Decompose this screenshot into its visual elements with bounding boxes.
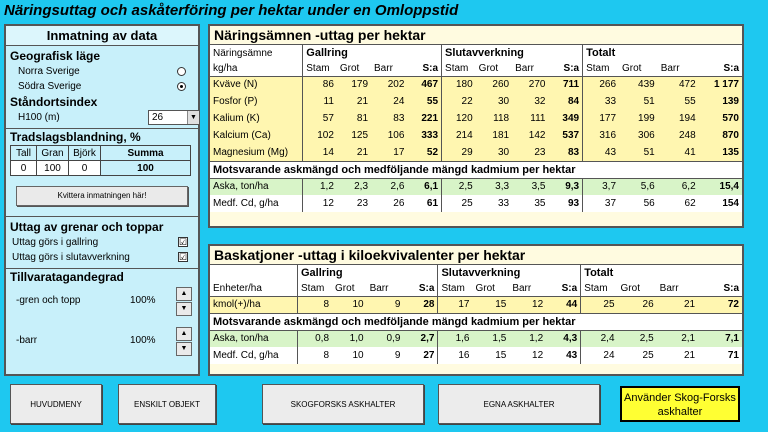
geo-option-norra[interactable] [6,64,198,79]
naringsamne-cell: 11 [303,93,337,110]
p1-sub: Grot [476,61,512,76]
geo-option-sodra[interactable] [6,79,198,94]
p2-cd-cell: 24 [581,347,618,364]
p1-h-totalt: Totalt [583,45,742,61]
naringsamne-label: Kalcium (Ca) [210,127,303,144]
skogforsks-askhalter-button[interactable]: SKOGFORSKS ASKHALTER [262,384,424,424]
naringsamne-cell: 41 [658,144,699,161]
p1-h-unit: kg/ha [210,61,303,76]
radio-norra[interactable] [177,67,186,76]
p2-aska-cell: 0,8 [298,330,333,347]
naringsamne-cell: 118 [476,110,512,127]
p2-sect-title: Motsvarande askmängd och medföljande mängd kadmium per hektar [210,313,742,330]
naringsamne-cell: 316 [583,127,619,144]
p2-aska-cell: 2,7 [403,330,438,347]
si-value: 26 [152,112,164,123]
tsb-title: Tradslagsblandning, % [10,130,141,144]
p1-h-slut: Slutavverkning [442,45,583,61]
naringsamne-row [210,144,742,161]
p2-aska-cell: 2,1 [657,330,698,347]
geo-title: Geografisk läge [10,49,101,63]
p2-sub: Stam [298,281,333,296]
p1-cd-cell: 61 [407,195,441,212]
p1-cd-cell: 12 [303,195,337,212]
naringsamne-row [210,127,742,144]
egna-askhalter-button[interactable]: EGNA ASKHALTER [438,384,600,424]
p1-cd-cell: 35 [512,195,548,212]
naringsamne-cell: 306 [619,127,658,144]
naringsamne-cell: 17 [371,144,407,161]
p2-sub: Grot [472,281,509,296]
p1-sub: Barr [658,61,699,76]
tvg-barr-value: 100% [130,335,156,346]
geo-option-norra-label: Norra Sverige [18,66,80,77]
p2-h-totalt: Totalt [581,265,742,281]
p2-aska-label: Aska, ton/ha [210,330,298,347]
naringsamne-label: Fosfor (P) [210,93,303,110]
p2-cd-cell: 9 [367,347,404,364]
tvg-gren-up-icon[interactable]: ▲ [176,287,192,301]
p1-cd-cell: 33 [476,195,512,212]
naringsamne-cell: 333 [407,127,441,144]
p2-sub: Barr [367,281,404,296]
p1-aska-cell: 2,5 [442,178,476,195]
naringsamne-cell: 57 [303,110,337,127]
p2-aska-cell: 1,2 [509,330,546,347]
p1-aska-cell: 6,2 [658,178,699,195]
p1-aska-label: Aska, ton/ha [210,178,303,195]
p2-cd-cell: 21 [657,347,698,364]
p2-kmol-cell: 28 [403,296,438,313]
p2-kmol-cell: 26 [618,296,657,313]
p1-sub: S:a [548,61,582,76]
naringsamne-cell: 221 [407,110,441,127]
p2-cd-cell: 43 [546,347,581,364]
tvg-barr-down-icon[interactable]: ▼ [176,342,192,356]
naringsamne-cell: 23 [512,144,548,161]
baskatjoner-table [210,265,742,364]
naringsamne-cell: 202 [371,76,407,93]
p2-sub: Grot [332,281,367,296]
tvg-gren-value: 100% [130,295,156,306]
p2-h-gallring: Gallring [298,265,438,281]
tvg-title: Tillvaratagandegrad [10,270,124,284]
naringsamne-cell: 83 [371,110,407,127]
p2-sub: Stam [581,281,618,296]
p2-kmol-cell: 15 [472,296,509,313]
p1-aska-cell: 3,5 [512,178,548,195]
p1-cd-cell: 23 [337,195,371,212]
naringsamne-cell: 180 [442,76,476,93]
p2-aska-cell: 2,4 [581,330,618,347]
naringsamne-cell: 1 177 [699,76,742,93]
naringsamne-cell: 439 [619,76,658,93]
p1-sub: S:a [699,61,742,76]
naringsamne-cell: 21 [337,144,371,161]
p2-cd-cell: 15 [472,347,509,364]
tsb-input-tall[interactable]: 0 [11,161,37,176]
p1-aska-cell: 2,3 [337,178,371,195]
naringsamne-label: Magnesium (Mg) [210,144,303,161]
naringsamne-cell: 84 [548,93,582,110]
naringsamne-row [210,76,742,93]
p1-sub: Stam [583,61,619,76]
naringsamne-label: Kalium (K) [210,110,303,127]
naringsamne-cell: 32 [512,93,548,110]
p1-cd-cell: 26 [371,195,407,212]
kvittera-button[interactable]: Kvittera inmatningen här! [16,186,188,206]
naringsamne-cell: 570 [699,110,742,127]
p1-cd-cell: 37 [583,195,619,212]
naringsamne-cell: 43 [583,144,619,161]
input-panel [4,24,200,376]
input-panel-header: Inmatning av data [6,26,198,46]
naringsamne-cell: 81 [337,110,371,127]
tvg-gren-down-icon[interactable]: ▼ [176,302,192,316]
naringsamnen-panel [208,24,744,228]
naringsamne-cell: 139 [699,93,742,110]
p2-cd-cell: 16 [438,347,473,364]
p1-aska-cell: 3,3 [476,178,512,195]
p1-aska-cell: 9,3 [548,178,582,195]
p2-kmol-label: kmol(+)/ha [210,296,298,313]
si-select[interactable] [148,110,200,125]
p2-cd-cell: 27 [403,347,438,364]
p1-h-amne: Näringsämne [210,45,303,61]
p2-cd-cell: 25 [618,347,657,364]
naringsamne-cell: 214 [442,127,476,144]
tsb-h-tall: Tall [11,146,37,161]
p2-kmol-cell: 10 [332,296,367,313]
naringsamne-cell: 194 [658,110,699,127]
p2-cd-cell: 12 [509,347,546,364]
p1-cd-label: Medf. Cd, g/ha [210,195,303,212]
naringsamne-cell: 33 [583,93,619,110]
naringsamne-cell: 55 [407,93,441,110]
p1-sub: Stam [442,61,476,76]
p2-kmol-cell: 21 [657,296,698,313]
p1-cd-cell: 62 [658,195,699,212]
p2-sub: Grot [618,281,657,296]
naringsamne-cell: 30 [476,93,512,110]
p1-sub: Grot [337,61,371,76]
tsb-input-gran[interactable]: 100 [37,161,69,176]
p1-sub: Barr [512,61,548,76]
naringsamne-cell: 21 [337,93,371,110]
p2-sub: Stam [438,281,473,296]
naringsamne-row [210,110,742,127]
enskilt-objekt-button[interactable]: ENSKILT OBJEKT [118,384,216,424]
naringsamne-cell: 22 [442,93,476,110]
naringsamne-cell: 125 [337,127,371,144]
naringsamne-cell: 52 [407,144,441,161]
p2-aska-cell: 7,1 [698,330,742,347]
naringsamne-cell: 55 [658,93,699,110]
naringsamne-cell: 111 [512,110,548,127]
p2-aska-cell: 4,3 [546,330,581,347]
p1-sub: Stam [303,61,337,76]
p2-kmol-cell: 17 [438,296,473,313]
p1-aska-cell: 3,7 [583,178,619,195]
p1-aska-cell: 5,6 [619,178,658,195]
tsb-table [10,145,191,176]
naringsamne-cell: 870 [699,127,742,144]
tsb-h-summa: Summa [101,146,191,161]
si-label: H100 (m) [18,112,60,123]
uttag-title: Uttag av grenar och toppar [10,220,164,234]
p2-sub: Barr [657,281,698,296]
naringsamne-label: Kväve (N) [210,76,303,93]
p1-cd-cell: 93 [548,195,582,212]
p1-aska-cell: 2,6 [371,178,407,195]
p1-cd-cell: 25 [442,195,476,212]
naringsamne-cell: 266 [583,76,619,93]
huvudmeny-button[interactable]: HUVUDMENY [10,384,102,424]
tsb-h-bjork: Björk [69,146,101,161]
p2-kmol-cell: 72 [698,296,742,313]
tsb-summa-value: 100 [101,161,191,176]
naringsamne-cell: 120 [442,110,476,127]
p2-aska-cell: 1,0 [332,330,367,347]
uttag-gallring-label: Uttag görs i gallring [12,237,99,248]
p2-kmol-cell: 12 [509,296,546,313]
p1-aska-cell: 6,1 [407,178,441,195]
naringsamne-cell: 86 [303,76,337,93]
naringsamne-cell: 260 [476,76,512,93]
tvg-gren-label: -gren och topp [16,295,81,306]
p2-kmol-cell: 25 [581,296,618,313]
p2-kmol-cell: 8 [298,296,333,313]
si-title: Ståndortsindex [10,95,98,109]
p1-aska-cell: 1,2 [303,178,337,195]
page-title: Näringsuttag och askåterföring per hektar under en Omloppstid [4,2,459,19]
tvg-barr-label: -barr [16,335,38,346]
p1-cd-cell: 154 [699,195,742,212]
p1-sect-title: Motsvarande askmängd och medföljande mängd kadmium per hektar [210,161,742,178]
naringsamne-cell: 248 [658,127,699,144]
tsb-h-gran: Gran [37,146,69,161]
naringsamne-cell: 30 [476,144,512,161]
p2-cd-label: Medf. Cd, g/ha [210,347,298,364]
si-row [6,110,198,125]
naringsamne-cell: 29 [442,144,476,161]
geo-option-sodra-label: Södra Sverige [18,81,82,92]
naringsamne-cell: 106 [371,127,407,144]
naringsamne-cell: 537 [548,127,582,144]
naringsamne-cell: 177 [583,110,619,127]
p1-h-gallring: Gallring [303,45,442,61]
uttag-slut-checkbox[interactable]: ☑ [179,252,188,262]
naringsamne-cell: 51 [619,93,658,110]
uttag-slut-label: Uttag görs i slutavverkning [12,252,130,263]
p2-aska-cell: 1,5 [472,330,509,347]
p2-aska-cell: 0,9 [367,330,404,347]
naringsamne-cell: 51 [619,144,658,161]
naringsamne-cell: 270 [512,76,548,93]
naringsamne-cell: 472 [658,76,699,93]
p2-sub: Barr [509,281,546,296]
chevron-down-icon[interactable]: ▼ [187,111,199,124]
p2-aska-cell: 1,6 [438,330,473,347]
p2-cd-cell: 71 [698,347,742,364]
p2-sub: S:a [546,281,581,296]
p2-cd-cell: 10 [332,347,367,364]
tvg-gren-row [6,285,198,321]
p2-sub: S:a [403,281,438,296]
baskatjoner-panel [208,244,744,376]
p1-sub: S:a [407,61,441,76]
tvg-barr-up-icon[interactable]: ▲ [176,327,192,341]
naringsamne-cell: 467 [407,76,441,93]
askhalter-status-badge: Använder Skog-Forsks askhalter [620,386,740,422]
naringsamne-cell: 181 [476,127,512,144]
naringsamne-cell: 199 [619,110,658,127]
naringsamne-cell: 24 [371,93,407,110]
naringsamne-cell: 349 [548,110,582,127]
p1-sub: Grot [619,61,658,76]
naringsamne-row [210,93,742,110]
naringsamne-cell: 179 [337,76,371,93]
tsb-input-bjork[interactable]: 0 [69,161,101,176]
p2-kmol-cell: 44 [546,296,581,313]
p1-sub: Barr [371,61,407,76]
p2-sub: S:a [698,281,742,296]
p2-h-unit: Enheter/ha [210,281,298,296]
naringsamne-cell: 102 [303,127,337,144]
naringsamne-cell: 135 [699,144,742,161]
naringsamne-cell: 83 [548,144,582,161]
uttag-slut-row [6,250,198,265]
baskatjoner-title: Baskatjoner -uttag i kiloekvivalenter per hektar [210,246,742,265]
p2-aska-cell: 2,5 [618,330,657,347]
radio-sodra[interactable] [177,82,186,91]
naringsamnen-table [210,45,742,212]
naringsamne-cell: 142 [512,127,548,144]
naringsamnen-title: Näringsämnen -uttag per hektar [210,26,742,45]
tvg-barr-row [6,325,198,361]
uttag-gallring-checkbox[interactable]: ☑ [179,237,188,247]
p2-kmol-cell: 9 [367,296,404,313]
p2-h-slut: Slutavverkning [438,265,581,281]
uttag-gallring-row [6,235,198,250]
naringsamne-cell: 711 [548,76,582,93]
p1-aska-cell: 15,4 [699,178,742,195]
p2-cd-cell: 8 [298,347,333,364]
p1-cd-cell: 56 [619,195,658,212]
naringsamne-cell: 14 [303,144,337,161]
